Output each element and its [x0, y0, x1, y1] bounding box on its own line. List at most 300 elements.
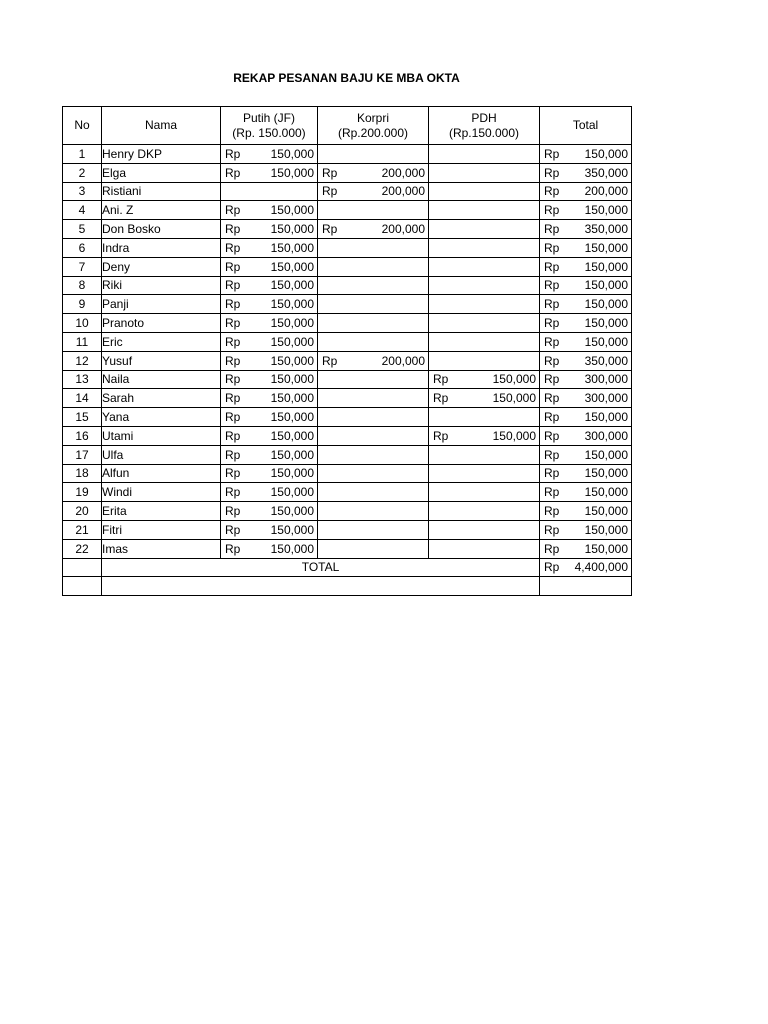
pdh-amount: 150,000: [492, 428, 536, 443]
row-total-cell: [540, 145, 632, 164]
putih-cell: [221, 520, 318, 539]
row-number: 5: [63, 220, 102, 239]
korpri-amount: 200,000: [381, 184, 425, 199]
pdh-cell: [429, 257, 540, 276]
putih-amount: 150,000: [270, 240, 314, 255]
putih-cell: [221, 351, 318, 370]
header-putih: [221, 107, 318, 145]
putih-money: [221, 277, 317, 293]
pdh-cell: [429, 464, 540, 483]
header-pdh-price: (Rp.150.000): [448, 125, 520, 140]
pdh-money: [429, 390, 539, 406]
row-name: Fitri: [102, 520, 221, 539]
row-total-amount: 150,000: [584, 278, 628, 293]
pdh-cell: [429, 426, 540, 445]
putih-amount: 150,000: [270, 334, 314, 349]
korpri-cell: [318, 539, 429, 558]
header-putih-price: (Rp. 150.000): [232, 125, 306, 140]
korpri-cell: [318, 257, 429, 276]
row-total-amount: 350,000: [584, 165, 628, 180]
table-row: [63, 520, 632, 539]
pdh-cell: [429, 483, 540, 502]
row-total-cell: [540, 163, 632, 182]
row-total-amount: 200,000: [584, 184, 628, 199]
table-body: [63, 145, 632, 559]
header-no: No: [63, 107, 102, 145]
grand-total-row: [63, 558, 632, 577]
row-total-money: [540, 447, 631, 463]
korpri-cell: [318, 276, 429, 295]
putih-amount: 150,000: [270, 353, 314, 368]
row-name: Riki: [102, 276, 221, 295]
table-row: [63, 502, 632, 521]
table-row: [63, 314, 632, 333]
row-total-amount: 150,000: [584, 203, 628, 218]
row-name: Utami: [102, 426, 221, 445]
order-recap-table: [62, 106, 632, 596]
table-row: [63, 182, 632, 201]
row-total-cell: [540, 257, 632, 276]
putih-amount: 150,000: [270, 391, 314, 406]
row-number: 6: [63, 238, 102, 257]
putih-money: [221, 259, 317, 275]
putih-cell: [221, 238, 318, 257]
row-total-currency: Rp: [544, 485, 560, 500]
putih-amount: 150,000: [270, 466, 314, 481]
table-row: [63, 332, 632, 351]
putih-currency: Rp: [225, 278, 241, 293]
row-total-currency: Rp: [544, 297, 560, 312]
putih-cell: [221, 182, 318, 201]
header-korpri-name: Korpri: [356, 110, 389, 125]
pdh-cell: [429, 201, 540, 220]
table-row: [63, 145, 632, 164]
row-total-currency: Rp: [544, 184, 560, 199]
row-total-cell: [540, 295, 632, 314]
row-number: 9: [63, 295, 102, 314]
table-row: [63, 426, 632, 445]
row-total-currency: Rp: [544, 428, 560, 443]
korpri-amount: 200,000: [381, 353, 425, 368]
row-total-cell: [540, 502, 632, 521]
putih-currency: Rp: [225, 541, 241, 556]
row-total-amount: 150,000: [584, 466, 628, 481]
grand-total-money: [540, 559, 631, 575]
row-total-currency: Rp: [544, 146, 560, 161]
korpri-currency: Rp: [322, 353, 338, 368]
korpri-cell: [318, 332, 429, 351]
table-row: [63, 464, 632, 483]
row-name: Panji: [102, 295, 221, 314]
row-total-money: [540, 202, 631, 218]
row-total-money: [540, 503, 631, 519]
korpri-currency: Rp: [322, 222, 338, 237]
putih-cell: [221, 445, 318, 464]
putih-amount: 150,000: [270, 259, 314, 274]
row-total-currency: Rp: [544, 259, 560, 274]
row-total-currency: Rp: [544, 504, 560, 519]
row-total-currency: Rp: [544, 353, 560, 368]
putih-money: [221, 541, 317, 557]
grand-total-value: 4,400,000: [574, 560, 628, 575]
row-total-amount: 150,000: [584, 541, 628, 556]
putih-currency: Rp: [225, 372, 241, 387]
pdh-cell: [429, 351, 540, 370]
putih-cell: [221, 332, 318, 351]
row-name: Alfun: [102, 464, 221, 483]
grand-total-currency: Rp: [544, 560, 560, 575]
table-row: [63, 276, 632, 295]
row-total-amount: 150,000: [584, 447, 628, 462]
putih-currency: Rp: [225, 447, 241, 462]
table-row: [63, 408, 632, 427]
putih-amount: 150,000: [270, 146, 314, 161]
row-total-cell: [540, 389, 632, 408]
putih-amount: 150,000: [270, 428, 314, 443]
row-total-cell: [540, 351, 632, 370]
putih-amount: 150,000: [270, 522, 314, 537]
pdh-cell: [429, 502, 540, 521]
header-putih-name: Putih (JF): [242, 110, 295, 125]
putih-money: [221, 484, 317, 500]
header-nama: Nama: [102, 107, 221, 145]
putih-cell: [221, 408, 318, 427]
row-name: Windi: [102, 483, 221, 502]
row-total-currency: Rp: [544, 522, 560, 537]
row-total-currency: Rp: [544, 222, 560, 237]
korpri-money: [318, 183, 428, 199]
korpri-cell: [318, 182, 429, 201]
row-total-money: [540, 371, 631, 387]
putih-cell: [221, 539, 318, 558]
korpri-cell: [318, 389, 429, 408]
grand-total-no-cell: [63, 558, 102, 577]
putih-money: [221, 390, 317, 406]
table-row: [63, 163, 632, 182]
putih-currency: Rp: [225, 466, 241, 481]
putih-amount: 150,000: [270, 541, 314, 556]
table-row: [63, 257, 632, 276]
row-total-cell: [540, 520, 632, 539]
row-total-amount: 150,000: [584, 334, 628, 349]
row-total-cell: [540, 182, 632, 201]
putih-cell: [221, 163, 318, 182]
row-total-money: [540, 409, 631, 425]
row-number: 11: [63, 332, 102, 351]
putih-money: [221, 296, 317, 312]
pdh-currency: Rp: [433, 428, 449, 443]
putih-currency: Rp: [225, 316, 241, 331]
pdh-cell: [429, 220, 540, 239]
table-row: [63, 201, 632, 220]
row-total-money: [540, 541, 631, 557]
row-name: Yusuf: [102, 351, 221, 370]
pdh-money: [429, 371, 539, 387]
row-name: Yana: [102, 408, 221, 427]
putih-cell: [221, 314, 318, 333]
row-name: Indra: [102, 238, 221, 257]
row-total-currency: Rp: [544, 391, 560, 406]
row-total-cell: [540, 201, 632, 220]
row-total-cell: [540, 332, 632, 351]
row-number: 18: [63, 464, 102, 483]
korpri-cell: [318, 483, 429, 502]
row-total-amount: 150,000: [584, 504, 628, 519]
row-total-money: [540, 522, 631, 538]
putih-currency: Rp: [225, 334, 241, 349]
table-row: [63, 389, 632, 408]
pdh-cell: [429, 445, 540, 464]
blank-no-cell: [63, 577, 102, 596]
korpri-cell: [318, 520, 429, 539]
row-name: Elga: [102, 163, 221, 182]
row-total-currency: Rp: [544, 541, 560, 556]
putih-money: [221, 353, 317, 369]
putih-cell: [221, 502, 318, 521]
row-total-cell: [540, 445, 632, 464]
row-total-amount: 150,000: [584, 522, 628, 537]
putih-cell: [221, 389, 318, 408]
korpri-cell: [318, 408, 429, 427]
korpri-cell: [318, 464, 429, 483]
row-total-amount: 150,000: [584, 240, 628, 255]
row-total-money: [540, 334, 631, 350]
row-total-amount: 150,000: [584, 146, 628, 161]
pdh-currency: Rp: [433, 391, 449, 406]
row-total-amount: 300,000: [584, 428, 628, 443]
putih-amount: 150,000: [270, 410, 314, 425]
row-total-money: [540, 183, 631, 199]
header-korpri: [318, 107, 429, 145]
row-total-currency: Rp: [544, 278, 560, 293]
putih-currency: Rp: [225, 428, 241, 443]
row-name: Ristiani: [102, 182, 221, 201]
pdh-cell: [429, 182, 540, 201]
row-total-cell: [540, 238, 632, 257]
row-number: 22: [63, 539, 102, 558]
table-row: [63, 445, 632, 464]
putih-currency: Rp: [225, 485, 241, 500]
pdh-cell: [429, 408, 540, 427]
korpri-currency: Rp: [322, 165, 338, 180]
putih-cell: [221, 426, 318, 445]
putih-money: [221, 334, 317, 350]
row-total-money: [540, 353, 631, 369]
putih-money: [221, 315, 317, 331]
row-name: Erita: [102, 502, 221, 521]
row-number: 14: [63, 389, 102, 408]
putih-currency: Rp: [225, 165, 241, 180]
row-total-cell: [540, 539, 632, 558]
row-name: Eric: [102, 332, 221, 351]
putih-currency: Rp: [225, 203, 241, 218]
table-row: [63, 220, 632, 239]
row-number: 8: [63, 276, 102, 295]
putih-currency: Rp: [225, 353, 241, 368]
korpri-cell: [318, 370, 429, 389]
blank-merged-cell: [102, 577, 540, 596]
row-number: 21: [63, 520, 102, 539]
row-total-money: [540, 465, 631, 481]
row-total-currency: Rp: [544, 316, 560, 331]
korpri-cell: [318, 295, 429, 314]
putih-amount: 150,000: [270, 297, 314, 312]
korpri-money: [318, 353, 428, 369]
row-total-amount: 150,000: [584, 485, 628, 500]
putih-amount: 150,000: [270, 165, 314, 180]
putih-amount: 150,000: [270, 372, 314, 387]
row-name: Ulfa: [102, 445, 221, 464]
putih-currency: Rp: [225, 259, 241, 274]
pdh-money: [429, 428, 539, 444]
row-total-cell: [540, 408, 632, 427]
putih-currency: Rp: [225, 391, 241, 406]
pdh-cell: [429, 295, 540, 314]
table-row: [63, 370, 632, 389]
header-korpri-price: (Rp.200.000): [337, 125, 409, 140]
row-number: 3: [63, 182, 102, 201]
putih-money: [221, 240, 317, 256]
row-total-currency: Rp: [544, 466, 560, 481]
row-total-currency: Rp: [544, 165, 560, 180]
row-number: 13: [63, 370, 102, 389]
putih-amount: 150,000: [270, 316, 314, 331]
row-name: Naila: [102, 370, 221, 389]
pdh-cell: [429, 332, 540, 351]
putih-amount: 150,000: [270, 278, 314, 293]
putih-money: [221, 428, 317, 444]
header-pdh-name: PDH: [471, 110, 497, 125]
korpri-cell: [318, 445, 429, 464]
row-total-currency: Rp: [544, 372, 560, 387]
putih-money: [221, 409, 317, 425]
row-total-amount: 300,000: [584, 372, 628, 387]
putih-cell: [221, 370, 318, 389]
row-total-money: [540, 296, 631, 312]
row-name: Deny: [102, 257, 221, 276]
pdh-cell: [429, 314, 540, 333]
putih-currency: Rp: [225, 297, 241, 312]
table-row: [63, 351, 632, 370]
row-name: Imas: [102, 539, 221, 558]
korpri-currency: Rp: [322, 184, 338, 199]
header-row: [63, 107, 632, 145]
row-name: Henry DKP: [102, 145, 221, 164]
putih-cell: [221, 464, 318, 483]
putih-cell: [221, 257, 318, 276]
putih-cell: [221, 145, 318, 164]
row-total-currency: Rp: [544, 203, 560, 218]
row-total-money: [540, 221, 631, 237]
blank-total-cell: [540, 577, 632, 596]
row-number: 2: [63, 163, 102, 182]
row-total-money: [540, 259, 631, 275]
row-total-cell: [540, 483, 632, 502]
putih-money: [221, 447, 317, 463]
putih-currency: Rp: [225, 240, 241, 255]
grand-total-label: TOTAL: [102, 558, 540, 577]
pdh-amount: 150,000: [492, 372, 536, 387]
putih-cell: [221, 483, 318, 502]
row-number: 4: [63, 201, 102, 220]
row-name: Pranoto: [102, 314, 221, 333]
putih-money: [221, 371, 317, 387]
row-total-amount: 350,000: [584, 353, 628, 368]
putih-money: [221, 202, 317, 218]
pdh-cell: [429, 389, 540, 408]
pdh-cell: [429, 145, 540, 164]
header-total: Total: [540, 107, 632, 145]
putih-cell: [221, 295, 318, 314]
row-name: Don Bosko: [102, 220, 221, 239]
row-total-money: [540, 390, 631, 406]
putih-amount: 150,000: [270, 203, 314, 218]
row-total-cell: [540, 370, 632, 389]
row-total-money: [540, 277, 631, 293]
row-total-cell: [540, 220, 632, 239]
row-number: 7: [63, 257, 102, 276]
korpri-cell: [318, 238, 429, 257]
korpri-cell: [318, 220, 429, 239]
table-row: [63, 238, 632, 257]
putih-currency: Rp: [225, 504, 241, 519]
putih-money: [221, 146, 317, 162]
row-number: 10: [63, 314, 102, 333]
table-row: [63, 295, 632, 314]
row-name: Sarah: [102, 389, 221, 408]
pdh-cell: [429, 370, 540, 389]
row-total-money: [540, 484, 631, 500]
putih-amount: 150,000: [270, 222, 314, 237]
row-total-amount: 300,000: [584, 391, 628, 406]
row-number: 1: [63, 145, 102, 164]
row-number: 20: [63, 502, 102, 521]
putih-money: [221, 503, 317, 519]
putih-amount: 150,000: [270, 504, 314, 519]
row-total-money: [540, 165, 631, 181]
grand-total-cell: [540, 558, 632, 577]
row-total-money: [540, 240, 631, 256]
row-number: 15: [63, 408, 102, 427]
korpri-money: [318, 165, 428, 181]
row-total-amount: 150,000: [584, 259, 628, 274]
putih-amount: 150,000: [270, 447, 314, 462]
putih-cell: [221, 220, 318, 239]
row-total-currency: Rp: [544, 447, 560, 462]
pdh-cell: [429, 520, 540, 539]
putih-money: [221, 221, 317, 237]
row-total-currency: Rp: [544, 334, 560, 349]
korpri-cell: [318, 163, 429, 182]
korpri-cell: [318, 351, 429, 370]
korpri-cell: [318, 314, 429, 333]
page-title: REKAP PESANAN BAJU KE MBA OKTA: [233, 71, 460, 85]
row-total-cell: [540, 314, 632, 333]
row-number: 12: [63, 351, 102, 370]
putih-currency: Rp: [225, 410, 241, 425]
row-total-money: [540, 146, 631, 162]
putih-currency: Rp: [225, 522, 241, 537]
row-total-cell: [540, 276, 632, 295]
putih-money: [221, 165, 317, 181]
korpri-cell: [318, 201, 429, 220]
row-total-cell: [540, 426, 632, 445]
row-total-amount: 150,000: [584, 316, 628, 331]
pdh-cell: [429, 163, 540, 182]
row-total-amount: 150,000: [584, 297, 628, 312]
pdh-cell: [429, 276, 540, 295]
korpri-amount: 200,000: [381, 165, 425, 180]
